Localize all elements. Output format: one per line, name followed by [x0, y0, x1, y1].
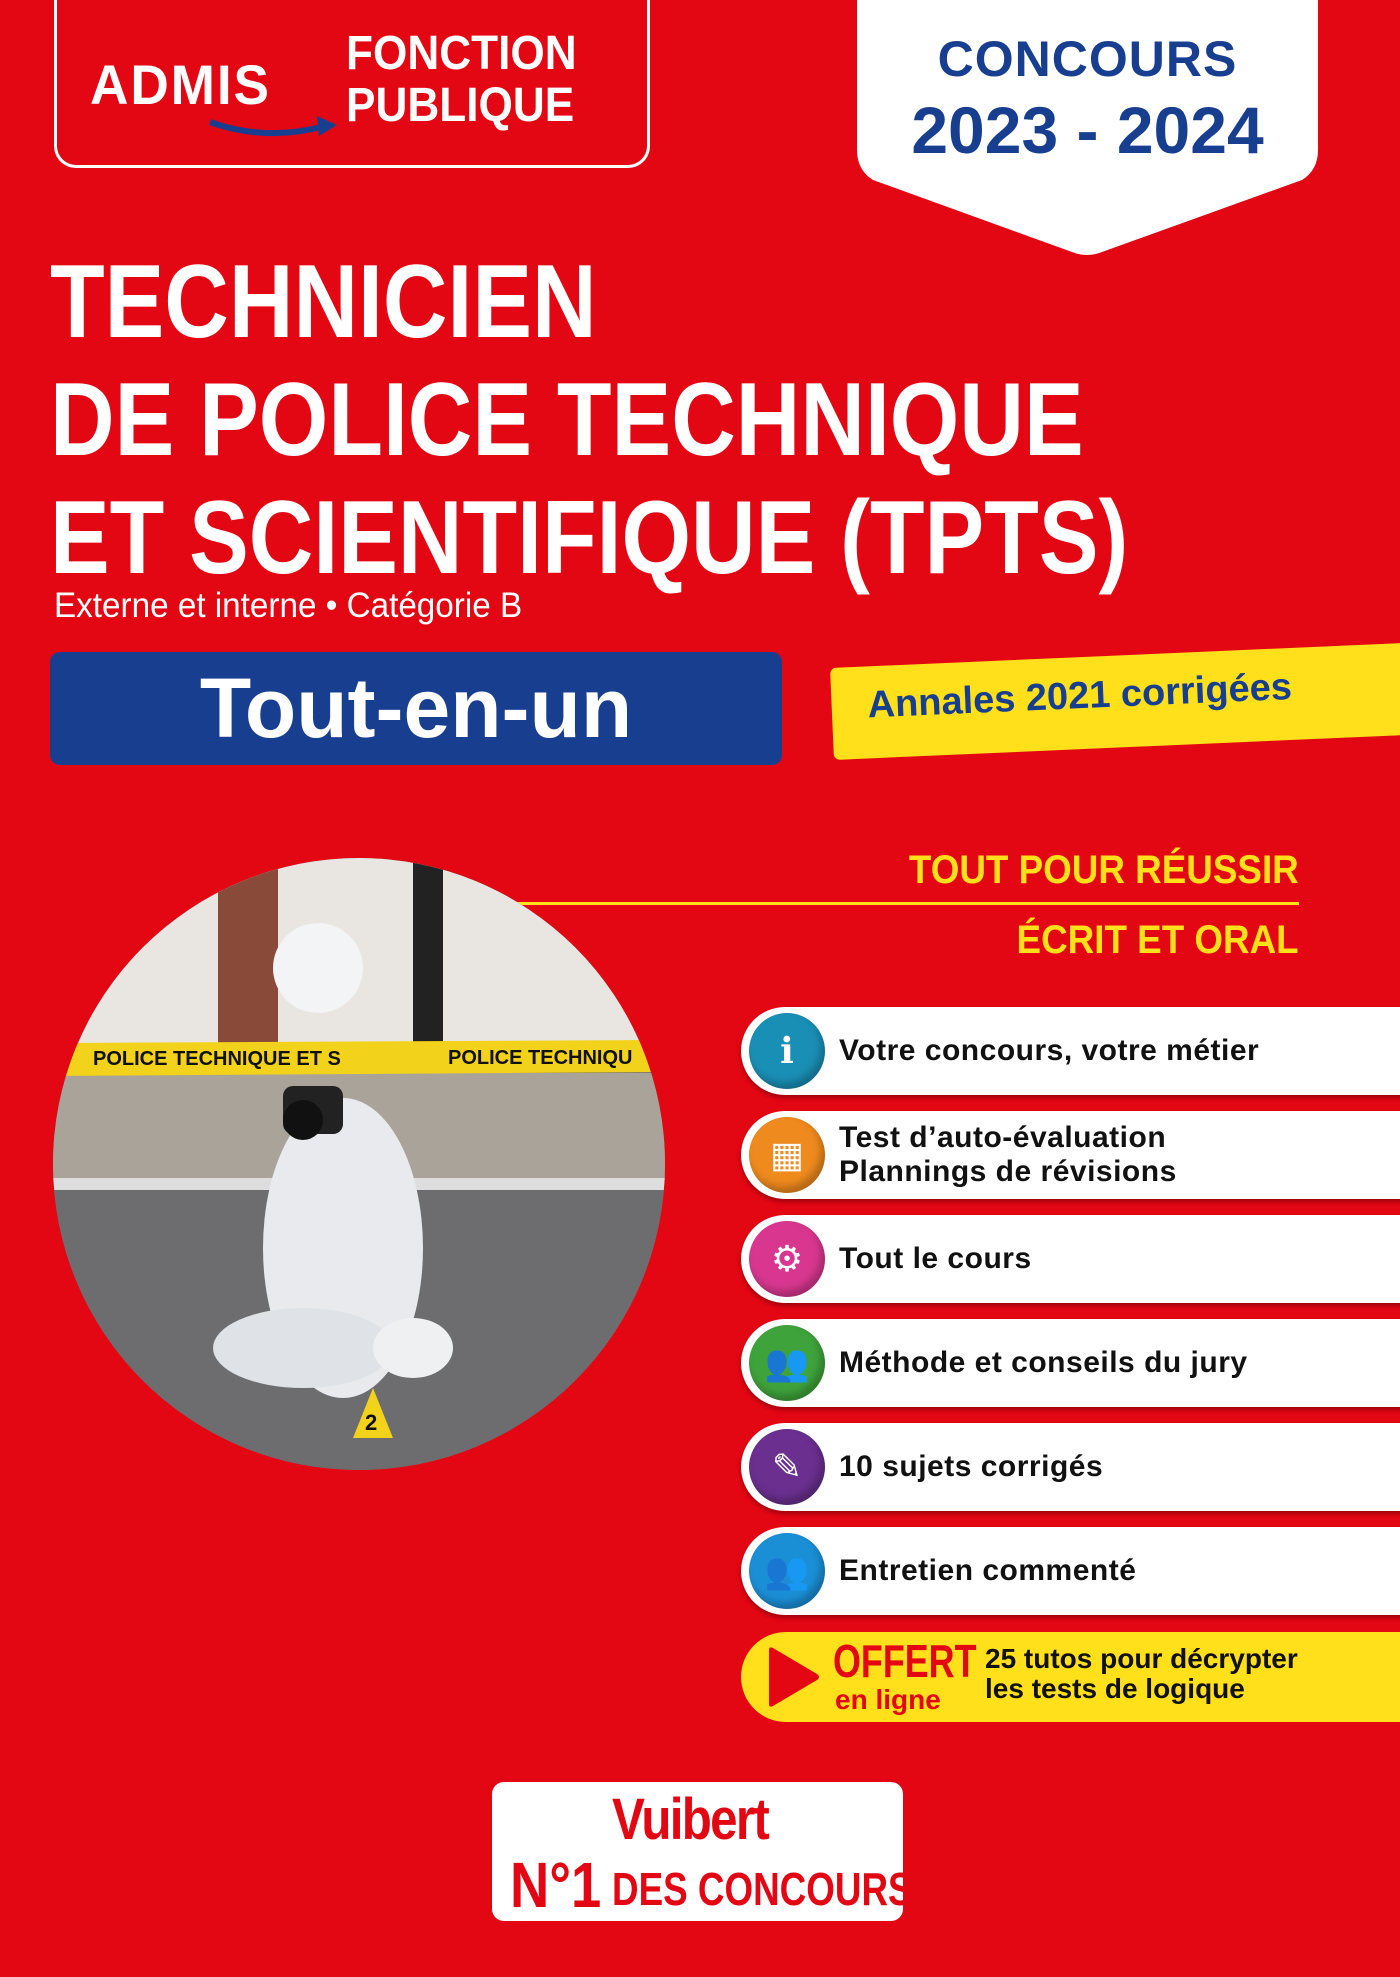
feature-label	[839, 1527, 1136, 1615]
concours-label: CONCOURS	[937, 31, 1238, 87]
feature-label	[839, 1319, 1248, 1407]
feature-item	[741, 1007, 1400, 1095]
feature-label	[839, 1215, 1032, 1303]
feature-label	[839, 1007, 1259, 1095]
offer-line-1: 25 tutos pour décrypter	[985, 1643, 1298, 1674]
feature-text: Méthode et conseils du jury	[839, 1346, 1248, 1379]
offer-small: en ligne	[835, 1684, 941, 1715]
feature-item	[741, 1215, 1400, 1303]
subtitle: Externe et interne • Catégorie B	[54, 586, 523, 625]
tagline-2: ÉCRIT ET ORAL	[1016, 918, 1299, 962]
feature-item	[741, 1319, 1400, 1407]
vuibert-name: Vuibert	[612, 1787, 769, 1852]
feature-text: 10 sujets corrigés	[839, 1450, 1104, 1483]
two-people-icon: 👥	[749, 1533, 825, 1609]
feature-text: Votre concours, votre métier	[839, 1034, 1260, 1067]
pen-check-icon: ✎	[749, 1429, 825, 1505]
fonction-text: FONCTION	[346, 27, 577, 80]
feature-label	[839, 1111, 1177, 1199]
feature-text: Entretien commenté	[839, 1554, 1137, 1587]
title-line-3: ET SCIENTIFIQUE (TPTS)	[50, 480, 1129, 596]
info-person-icon: ℹ	[749, 1013, 825, 1089]
feature-item	[741, 1423, 1400, 1511]
cover-photo	[53, 858, 665, 1470]
fonction-publique-logo	[346, 28, 577, 132]
publique-text: PUBLIQUE	[346, 79, 575, 132]
feature-item	[741, 1527, 1400, 1615]
offer-banner	[741, 1632, 1400, 1722]
evidence-marker: 2	[365, 1410, 378, 1435]
feature-item	[741, 1111, 1400, 1199]
vuibert-logo	[492, 1782, 913, 1921]
brain-gears-icon: ⚙	[749, 1221, 825, 1297]
feature-label	[839, 1423, 1103, 1511]
tagline-1: TOUT POUR RÉUSSIR	[909, 848, 1299, 892]
concours-badge-text	[857, 30, 1318, 168]
forensic-photo	[53, 858, 665, 1470]
group-icon: 👥	[749, 1325, 825, 1401]
calendar-icon: ▦	[749, 1117, 825, 1193]
arrow-icon	[205, 112, 340, 142]
admis-logo-text: ADMIS	[90, 53, 271, 116]
des-concours-text: DES CONCOURS	[612, 1863, 913, 1915]
format-banner: Tout-en-un	[50, 652, 782, 765]
tape-text-left: POLICE TECHNIQUE ET S	[93, 1048, 341, 1070]
title-line-1: TECHNICIEN	[50, 244, 597, 360]
tape-text-right: POLICE TECHNIQU	[448, 1047, 633, 1069]
play-icon	[765, 1646, 821, 1708]
no1-text: N°1	[510, 1849, 602, 1921]
offer-big: OFFERT	[833, 1635, 977, 1687]
annales-banner: Annales 2021 corrigées	[830, 643, 1400, 760]
feature-text: Plannings de révisions	[839, 1155, 1177, 1188]
concours-years: 2023 - 2024	[911, 93, 1264, 167]
feature-text: Test d’auto-évaluation	[839, 1121, 1167, 1154]
divider	[517, 902, 1299, 905]
offer-line-2: les tests de logique	[985, 1673, 1245, 1704]
title-line-2: DE POLICE TECHNIQUE	[50, 362, 1084, 478]
feature-text: Tout le cours	[839, 1242, 1032, 1275]
